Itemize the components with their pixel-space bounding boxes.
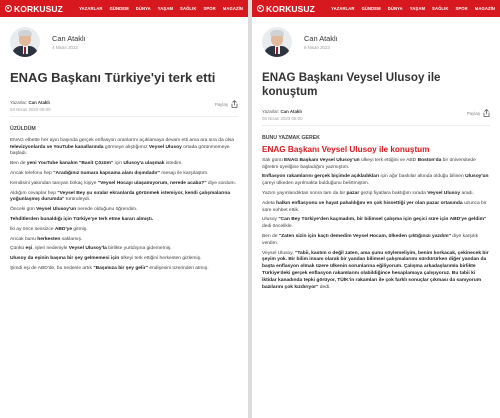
text: Önceki gün bbox=[10, 207, 37, 213]
body-paragraph bbox=[10, 207, 238, 214]
site-logo[interactable] bbox=[5, 4, 63, 14]
body-paragraph bbox=[262, 158, 490, 172]
logo-text: KORKUSUZ bbox=[14, 3, 63, 14]
author-name[interactable]: Can Ataklı bbox=[304, 33, 338, 43]
body-paragraph bbox=[10, 191, 238, 205]
logo-icon bbox=[5, 5, 12, 12]
bold-text: "Aradığınız numara kapsama alanı dışındadır" bbox=[53, 170, 161, 176]
bold-text: "Veysel Hocayı ulaşamıyorum, nerede acaba?" bbox=[97, 180, 207, 186]
text: Ben de bbox=[10, 161, 27, 167]
bold-text: Ulusoy'a ulaşmak bbox=[123, 161, 165, 167]
article-body bbox=[10, 126, 238, 273]
text: ENAG Başkanı Veysel Ulusoy ile konuştum bbox=[262, 144, 430, 154]
text: istedim. bbox=[164, 161, 183, 167]
meta-prefix: Yazarlar: bbox=[10, 100, 28, 105]
nav-item-dunya[interactable]: DÜNYA bbox=[387, 6, 403, 11]
meta-author-line bbox=[262, 109, 303, 114]
text: Salı günü bbox=[262, 157, 285, 163]
article-panel-left bbox=[0, 0, 248, 418]
text: Ben de bbox=[262, 233, 279, 239]
body-paragraph bbox=[10, 237, 238, 244]
text: ülkeyi terk ettiğini ve ABD bbox=[359, 157, 418, 163]
bold-text: "Zaten sizin için kaçtı demedim Veysel Hocam, ülkeden çıktığınızı yazdım" bbox=[278, 233, 451, 239]
text: dedi öncelikle. bbox=[262, 224, 293, 230]
bold-text: Tehditlerden bunaldığı için Türkiye'ye terk etme kararı almıştı. bbox=[10, 216, 154, 222]
main-nav bbox=[79, 6, 243, 11]
bold-text: Ulusoy'un bbox=[465, 174, 489, 180]
nav-item-yasam[interactable]: YAŞAM bbox=[157, 6, 174, 11]
bold-text: pazar bbox=[346, 190, 360, 196]
text: Aldığım cevaplar hep bbox=[10, 190, 58, 196]
text: için bbox=[113, 161, 124, 167]
text: Şimdi eşi de ABD'de, bu nedenle artık bbox=[10, 265, 94, 271]
bold-text: halkın enflasyonu ve hayat pahalılığını en çok hissettiği yer olan pazar ortasında bbox=[276, 200, 463, 206]
text: mesajı ile karşılaştım. bbox=[160, 170, 209, 176]
article-title: ENAG Başkanı Veysel Ulusoy ile konuştum bbox=[262, 71, 441, 98]
text: ÜZÜLDÜM bbox=[10, 126, 36, 132]
text: Ancak bunu bbox=[10, 236, 38, 242]
author-avatar[interactable] bbox=[262, 27, 292, 57]
nav-item-spor[interactable]: SPOR bbox=[455, 6, 468, 11]
bold-text: Veysel Ulusoy'un bbox=[36, 207, 77, 213]
nav-item-dunya[interactable]: DÜNYA bbox=[135, 6, 151, 11]
bold-text: Boston'da bbox=[417, 157, 442, 163]
section-subheading bbox=[262, 135, 490, 142]
text: Ancak telefonu hep bbox=[10, 170, 54, 176]
text: Kendisini yakından tanıyan birkaç kişiye bbox=[10, 180, 98, 186]
logo-icon bbox=[257, 5, 264, 12]
author-date: 6 Nisan 2023 bbox=[304, 44, 330, 50]
text: ENAG elbette her ayın başında gerçek enflasyon oranlarını açıklamaya devam etti ama ara sıra da olsa bbox=[10, 137, 235, 143]
share-button[interactable] bbox=[215, 100, 238, 108]
bold-text: Veysel Ulusoy bbox=[427, 190, 461, 196]
text: ortada görünmemeye başladı. bbox=[10, 144, 230, 157]
author-name[interactable]: Can Ataklı bbox=[52, 33, 86, 43]
body-paragraph bbox=[10, 181, 238, 188]
nav-item-saglik[interactable]: SAĞLIK bbox=[432, 6, 449, 11]
text: , işleri nedeniyle bbox=[32, 246, 69, 252]
bold-text: televizyonlarda ve YouTube kanallarında bbox=[10, 144, 104, 150]
meta-date: 06 Nisan 2023 05:00 bbox=[262, 116, 303, 121]
nav-item-saglik[interactable]: SAĞLIK bbox=[180, 6, 197, 11]
body-paragraph bbox=[262, 201, 490, 215]
body-paragraph bbox=[10, 171, 238, 178]
bold-text: Ulusoy da eşinin başına bir şey gelmemesi için bbox=[10, 256, 120, 262]
author-avatar[interactable] bbox=[10, 27, 40, 57]
article-headline bbox=[262, 145, 490, 155]
text: bir üniversitede öğretim üyeliğine başladığını yazmıştım. bbox=[262, 157, 476, 170]
text: gezip fiyatlara baktığım sırada bbox=[359, 190, 428, 196]
bold-text: eşi bbox=[25, 246, 33, 252]
meta-author[interactable]: Can Ataklı bbox=[28, 100, 50, 105]
bold-text: Enflasyon rakamlarını gerçek biçimde açıkladıkları bbox=[262, 174, 380, 180]
text: endişesini üzerinden atmış. bbox=[147, 265, 209, 271]
nav-item-yazarlar[interactable]: YAZARLAR bbox=[331, 6, 355, 11]
text: nerede olduğunu öğrendim. bbox=[76, 207, 138, 213]
text: Çünkü bbox=[10, 246, 26, 252]
article-panel-right bbox=[252, 0, 500, 418]
site-header bbox=[252, 0, 500, 17]
text: türündeydi. bbox=[64, 197, 91, 203]
text: diye sordum. bbox=[206, 180, 236, 186]
nav-item-magazin[interactable]: MAGAZİN bbox=[474, 6, 495, 11]
author-date: 4 Nisan 2023 bbox=[52, 44, 78, 50]
body-paragraph bbox=[262, 217, 490, 231]
body-paragraph bbox=[10, 161, 238, 168]
body-paragraph bbox=[10, 246, 238, 253]
main-nav bbox=[331, 6, 495, 11]
text: Veysel Ulusoy, bbox=[262, 250, 296, 256]
bold-text: "Veysel Bey şu sıralar ekranlarda görünmek istemiyor, kendi çalışmalarına yoğunlaşmış durumda" bbox=[10, 190, 231, 203]
site-header bbox=[0, 0, 248, 17]
bold-text: "Başımıza bir şey gelir" bbox=[93, 265, 148, 271]
share-icon bbox=[231, 100, 238, 108]
bold-text: ABD'ye bbox=[54, 226, 73, 232]
body-paragraph bbox=[262, 191, 490, 198]
share-label: Paylaş bbox=[214, 101, 228, 107]
nav-item-gundem[interactable]: GÜNDEM bbox=[361, 6, 381, 11]
text: BUNU YAZMAK GEREK bbox=[262, 135, 320, 141]
article-meta bbox=[262, 109, 490, 126]
logo-text: KORKUSUZ bbox=[266, 3, 315, 14]
bold-text: "Tabii, kastım o değil zaten, ama şunu söylemeliyim, benim korkacak, çekinecek bir şeyim yok. Bir bilim insanı olarak bir yandan bilimsel çalışmalarımı sürdürürken diğer yandan da başta enflasyon olmak üzere ülkenin sorunlarına eğiliyorum. Çalışma arkadaşlarımla birlikte Türkiye'deki gerçek enflasyon rakamlarını olabildiğince hesaplamaya çalışıyoruz. Bu tabii ki iktidar kanadında tepki görüyor, TÜİK'in rakamları ile çok farklı sonuçlar çıkması da sanıyorum bazılarını çok kızdırıyor" bbox=[262, 250, 489, 290]
share-icon bbox=[483, 109, 490, 117]
section-subheading bbox=[10, 126, 238, 133]
author-box bbox=[262, 26, 500, 57]
text: İki ay önce sessizce bbox=[10, 226, 55, 232]
article-title: ENAG Başkanı Türkiye'yi terk etti bbox=[10, 70, 216, 85]
body-paragraph bbox=[10, 217, 238, 224]
share-button[interactable] bbox=[467, 109, 490, 117]
bold-text: herkesten bbox=[37, 236, 61, 242]
body-paragraph bbox=[262, 234, 490, 248]
share-label: Paylaş bbox=[466, 110, 480, 116]
meta-author[interactable]: Can Ataklı bbox=[280, 109, 302, 114]
text: birlikte yurtdışına gidememiş. bbox=[106, 246, 172, 252]
body-paragraph bbox=[10, 227, 238, 234]
article-body bbox=[262, 135, 490, 291]
text: için ağır baskılar altında olduğu bilinen bbox=[379, 174, 466, 180]
bold-text: "Can Bey Türkiye'den kaçmadım, bir bilimsel çalışma için geçici süre için ABD'ye geldim" bbox=[278, 217, 487, 223]
text: çareyi ülkeden ayrılmakta bulduğunu belirtmiştim. bbox=[262, 181, 370, 187]
meta-author-line bbox=[10, 100, 51, 105]
site-logo[interactable] bbox=[257, 4, 315, 14]
nav-item-gundem[interactable]: GÜNDEM bbox=[109, 6, 129, 11]
nav-item-magazin[interactable]: MAGAZİN bbox=[222, 6, 243, 11]
article-meta bbox=[10, 100, 238, 117]
bold-text: Veysel Ulusoy'la bbox=[68, 246, 107, 252]
text: aradı. bbox=[460, 190, 474, 196]
body-paragraph bbox=[262, 251, 490, 292]
bold-text: Veysel Ulusoy bbox=[148, 144, 182, 150]
text: ülkeyi terk ettiğini herkesten gizlemiş. bbox=[119, 256, 202, 262]
text: saklamış. bbox=[60, 236, 83, 242]
body-paragraph bbox=[10, 138, 238, 158]
body-paragraph bbox=[10, 256, 238, 263]
meta-date: 04 Nisan 2023 05:00 bbox=[10, 107, 51, 112]
bold-text: ENAG Başkanı Veysel Ulusoy'un bbox=[284, 157, 360, 163]
author-box bbox=[10, 26, 248, 57]
nav-item-yazarlar[interactable]: YAZARLAR bbox=[79, 6, 103, 11]
nav-item-yasam[interactable]: YAŞAM bbox=[409, 6, 426, 11]
meta-prefix: Yazarlar: bbox=[262, 109, 280, 114]
text: Adeta bbox=[262, 200, 277, 206]
text: Yazım yayınlandıktan sonra tam da bir bbox=[262, 190, 347, 196]
nav-item-spor[interactable]: SPOR bbox=[203, 6, 216, 11]
text: gitmiş. bbox=[72, 226, 88, 232]
bold-text: yeni YouTube kanalım "Basit Çözüm" bbox=[26, 161, 114, 167]
text: uzunca bir süre sohbet ettik. bbox=[262, 200, 487, 213]
text: diye karşılık verdim. bbox=[262, 233, 479, 246]
text: görmeye alıştığımız bbox=[103, 144, 149, 150]
body-paragraph bbox=[10, 266, 238, 273]
text: dedi. bbox=[318, 284, 331, 290]
body-paragraph bbox=[262, 174, 490, 188]
text: Ulusoy bbox=[262, 217, 279, 223]
